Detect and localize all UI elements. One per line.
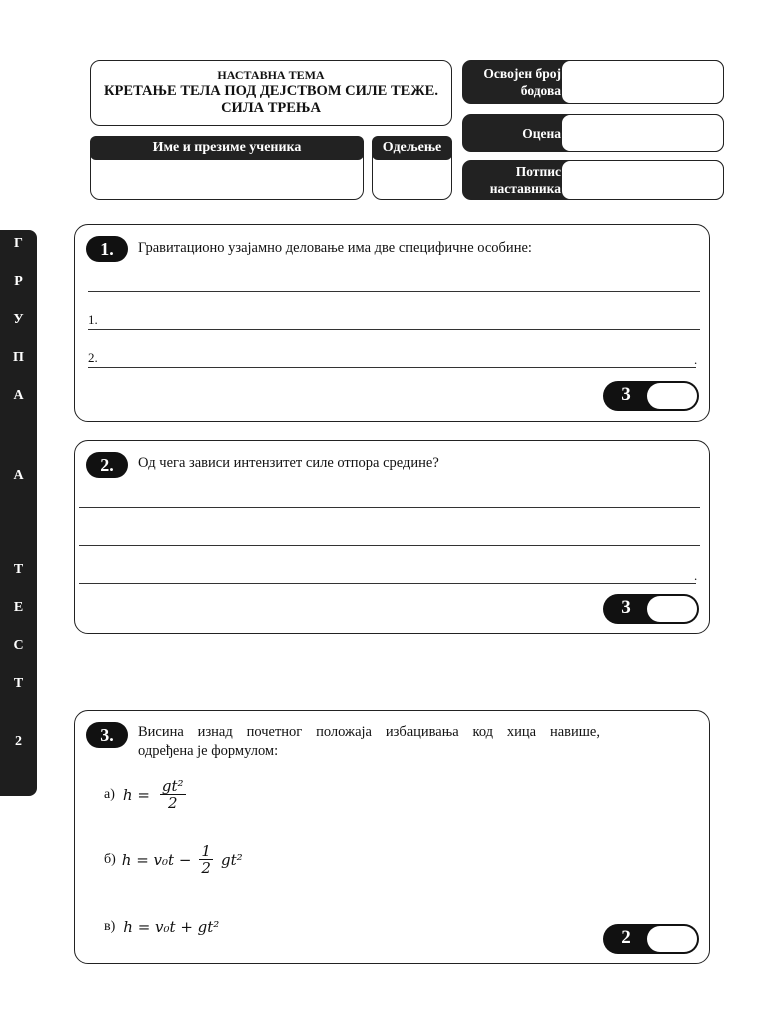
option-a-numerator: gt² xyxy=(161,777,184,795)
question-2-text: Од чега зависи интензитет силе отпора средине? xyxy=(138,455,439,471)
option-a-fraction xyxy=(160,778,186,811)
topic-label: НАСТАВНА ТЕМА xyxy=(217,68,325,82)
option-c-label: в) xyxy=(104,919,116,934)
question-1-text: Гравитационо узајамно деловање има две специфичне особине: xyxy=(138,240,532,256)
option-b-fraction xyxy=(199,843,213,876)
option-a-denominator: 2 xyxy=(167,794,178,812)
points-label-line2: бодова xyxy=(520,83,561,98)
strip-letter: А xyxy=(13,468,24,483)
answer-line[interactable] xyxy=(79,545,700,546)
max-points: 2 xyxy=(621,927,631,948)
question-3-text-line2: одређена је формулом: xyxy=(138,743,279,759)
strip-letter: А xyxy=(13,388,24,403)
option-a-lhs: h = xyxy=(122,785,150,804)
points-label xyxy=(463,61,567,103)
signature-label-line2: наставника xyxy=(489,181,561,196)
option-b-numerator: 1 xyxy=(201,842,211,860)
signature-group xyxy=(462,160,724,200)
strip-letter: Г xyxy=(14,236,23,251)
answer-line-label: 2. xyxy=(88,350,98,365)
end-dot: . xyxy=(694,352,698,367)
strip-letter: Т xyxy=(13,562,24,577)
answer-line[interactable] xyxy=(79,507,700,508)
topic-title-line1: КРЕТАЊЕ ТЕЛА ПОД ДЕЈСТВОМ СИЛЕ ТЕЖЕ. xyxy=(104,83,438,99)
strip-letter: Е xyxy=(13,600,24,615)
points-field[interactable] xyxy=(561,60,724,104)
class-label: Одељење xyxy=(372,136,452,160)
option-c-expression: h = v₀t + gt² xyxy=(123,918,220,936)
answer-line[interactable] xyxy=(88,329,700,330)
question-2-number: 2. xyxy=(86,452,128,478)
strip-letter: Р xyxy=(14,274,23,289)
option-a-label: а) xyxy=(104,786,115,802)
strip-letter: П xyxy=(13,350,24,365)
max-points: 3 xyxy=(621,597,631,618)
option-b-denominator: 2 xyxy=(201,859,211,877)
points-group xyxy=(462,60,724,104)
option-b-rhs: gt² xyxy=(220,850,243,869)
answer-line[interactable] xyxy=(88,367,696,368)
topic-title-line2: СИЛА ТРЕЊА xyxy=(221,100,321,116)
end-dot: . xyxy=(694,568,698,583)
option-b[interactable] xyxy=(104,843,243,876)
strip-letter: 2 xyxy=(15,734,22,749)
option-b-label: б) xyxy=(104,851,116,867)
question-3-number: 3. xyxy=(86,722,128,748)
question-1-number: 1. xyxy=(86,236,128,262)
question-1-score xyxy=(603,381,699,411)
earned-points-field[interactable] xyxy=(647,383,697,409)
max-points: 3 xyxy=(621,384,631,405)
answer-line-label: 1. xyxy=(88,312,98,327)
student-name-label: Име и презиме ученика xyxy=(90,136,364,160)
grade-group xyxy=(462,114,724,152)
grade-field[interactable] xyxy=(561,114,724,152)
earned-points-field[interactable] xyxy=(647,926,697,952)
points-label-line1: Освојен број xyxy=(483,66,561,81)
strip-letter: У xyxy=(13,312,24,327)
group-test-strip xyxy=(0,230,37,796)
option-b-lhs: h = v₀t − xyxy=(121,850,192,869)
question-2-score xyxy=(603,594,699,624)
answer-line[interactable] xyxy=(88,291,700,292)
question-3-text-line1: Висина изнад почетног положаја избацивања код хица навише, xyxy=(138,724,600,740)
question-3-score xyxy=(603,924,699,954)
option-c[interactable] xyxy=(104,918,219,936)
signature-label xyxy=(463,161,567,199)
strip-letter: Т xyxy=(13,676,24,691)
grade-label: Оцена xyxy=(522,125,561,141)
signature-label-line1: Потпис xyxy=(515,164,561,179)
strip-letter: С xyxy=(13,638,24,653)
answer-line[interactable] xyxy=(79,583,696,584)
signature-field[interactable] xyxy=(561,160,724,200)
topic-box xyxy=(90,60,452,126)
option-a[interactable] xyxy=(104,778,188,811)
earned-points-field[interactable] xyxy=(647,596,697,622)
